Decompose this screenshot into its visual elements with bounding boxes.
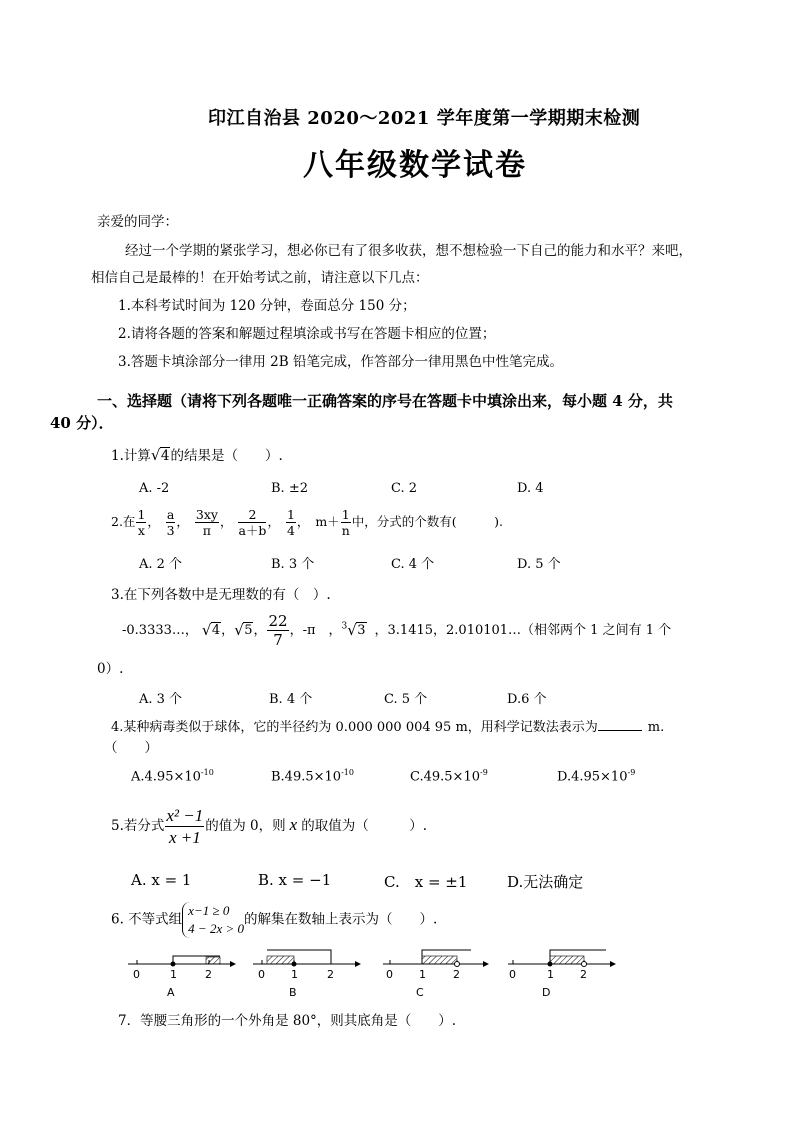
q1-option-c: C. 2	[391, 481, 418, 496]
q4-option-c: $C.49.5\times 10^{-9}$	[410, 768, 488, 785]
svg-text:A: A	[167, 986, 175, 999]
exam-subtitle: 印江自治县 2020～2021 学年度第一学期期末检测	[208, 108, 641, 129]
intro-paragraph-1: 经过一个学期的紧张学习，想必你已有了很多收获，想不想检验一下自己的能力和水平？来吧，	[125, 243, 692, 259]
exam-title: 八年级数学试卷	[303, 148, 527, 183]
svg-text:2: 2	[205, 968, 212, 981]
q1-option-b: B. ±2	[271, 481, 308, 496]
q4-option-b: $B.49.5\times 10^{-10}$	[271, 768, 354, 785]
svg-text:D: D	[542, 986, 551, 999]
svg-text:0: 0	[258, 968, 265, 981]
q4-option-a: $A.4.95\times 10^{-10}$	[131, 768, 214, 785]
q2-option-a: A. 2 个	[139, 557, 183, 572]
q3-option-a: A. 3 个	[139, 692, 183, 707]
section-1-heading: 一、选择题（请将下列各题唯一正确答案的序号在答题卡中填涂出来，每小题 4 分，共	[97, 392, 673, 410]
question-4-paren: （ ）	[104, 740, 158, 756]
q4-option-d: $D.4.95\times 10^{-9}$	[557, 768, 636, 785]
svg-text:2: 2	[580, 968, 587, 981]
svg-text:1: 1	[291, 968, 298, 981]
number-line-b	[253, 950, 361, 999]
note-3: 3.答题卡填涂部分一律用 2B 铅笔完成，作答部分一律用黑色中性笔完成。	[118, 354, 563, 370]
sqrt-symbol: √ 4	[150, 446, 170, 464]
q2-option-b: B. 3 个	[271, 557, 315, 572]
svg-text:0: 0	[509, 968, 516, 981]
svg-text:1: 1	[170, 968, 177, 981]
question-5-stem: 5.若分式 $\frac{\text{x² −1}}{x +1}$ 的值为 0，则 x 的取值为（ ）.	[111, 806, 427, 847]
svg-text:0: 0	[133, 968, 140, 981]
inequality-system: x−1 ≥ 0 4 − 2x > 0	[182, 902, 244, 938]
note-2: 2.请将各题的答案和解题过程填涂或书写在答题卡相应的位置；	[118, 326, 496, 342]
q3-option-b: B. 4 个	[269, 692, 313, 707]
question-3-stem: 3.在下列各数中是无理数的有（ ）.	[111, 587, 331, 603]
svg-text:B: B	[289, 986, 297, 999]
number-line-d	[508, 950, 616, 999]
number-line-c	[383, 950, 489, 999]
question-1-stem: 1.计算 √ 4的结果是（ ）.	[111, 446, 283, 464]
svg-text:1: 1	[419, 968, 426, 981]
q5-option-c: C. x = ±1	[384, 873, 468, 891]
q5-option-a: A. x = 1	[131, 871, 192, 889]
svg-text:2: 2	[453, 968, 460, 981]
note-1: 1.本科考试时间为 120 分钟，卷面总分 150 分；	[118, 298, 416, 314]
svg-text:0: 0	[386, 968, 393, 981]
question-3-cont: 0）.	[97, 661, 124, 677]
greeting: 亲爱的同学：	[97, 214, 178, 230]
number-line-options	[120, 938, 620, 1002]
svg-text:2: 2	[327, 968, 334, 981]
svg-text:C: C	[416, 986, 424, 999]
q2-option-d: D. 5 个	[517, 557, 561, 572]
question-2-stem: 2.在 $\frac{1}{x}$ ， $\frac{a}{3}$ ， $\frac{3xy}{\pi}$ ， $\frac{2}{a+b}$ ， $\frac{1}{4}$ ， m＋ $\frac{1}{n}$ 中，分式的个数有( ).	[111, 507, 503, 538]
number-line-a	[128, 956, 236, 999]
q2-option-c: C. 4 个	[391, 557, 435, 572]
question-4-stem: 4.某种病毒类似于球体，它的半径约为 0.000 000 004 95 m，用科学记数法表示为 m.	[111, 720, 665, 735]
answer-blank	[598, 730, 642, 731]
svg-text:1: 1	[547, 968, 554, 981]
q5-option-b: B. x = −1	[258, 871, 332, 889]
q3-option-c: C. 5 个	[384, 692, 428, 707]
question-7-stem: 7．等腰三角形的一个外角是 80°，则其底角是（ ）.	[118, 1013, 457, 1029]
question-6-stem: 6. 不等式组 x−1 ≥ 0 4 − 2x > 0 的解集在数轴上表示为（ ）.	[111, 903, 438, 936]
q3-option-d: D.6 个	[507, 692, 547, 707]
q1-option-a: A. -2	[139, 481, 170, 496]
intro-paragraph-2: 相信自己是最棒的！在开始考试之前，请注意以下几点：	[91, 270, 429, 286]
question-3-numbers: -0.3333…， √ 4， √ 5， $\frac{22}{7}$ ，-π ，$^3$ √ 3 ，3.1415，2.010101…（相邻两个 1 之间有 1 个	[122, 612, 672, 649]
q5-option-d: D.无法确定	[507, 873, 584, 891]
section-1-heading-cont: 40 分）．	[50, 414, 114, 432]
q1-option-d: D. 4	[517, 481, 544, 496]
